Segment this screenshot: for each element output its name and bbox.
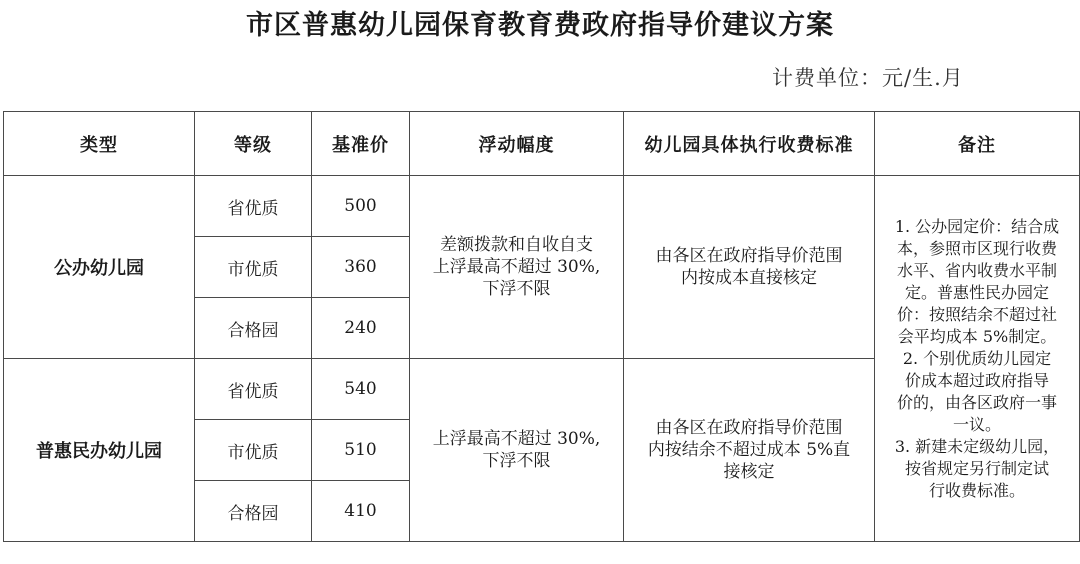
header-row <box>4 112 1080 176</box>
note-line: 本，参照市区现行收费 <box>896 238 1057 258</box>
note-line: 价：按照结余不超过社 <box>896 304 1057 324</box>
header-float-range: 浮动幅度 <box>410 112 624 176</box>
header-base-price: 基准价 <box>312 112 410 176</box>
float-range-cell-private <box>410 359 624 542</box>
header-execution-standard: 幼儿园具体执行收费标准 <box>624 112 875 176</box>
standard-line: 由各区在政府指导价范围 <box>655 418 843 438</box>
note-line: 1. 公办园定价：结合成 <box>894 216 1060 236</box>
float-line: 下浮不限 <box>482 451 551 471</box>
type-cell-public: 公办幼儿园 <box>4 176 195 359</box>
standard-line: 内按结余不超过成本 5%直 <box>647 440 851 460</box>
standard-cell-public <box>624 176 875 359</box>
standard-line: 内按成本直接核定 <box>681 268 817 288</box>
fee-table <box>3 111 1080 542</box>
price-cell: 500 <box>312 176 410 237</box>
price-cell: 360 <box>312 237 410 298</box>
float-line: 上浮最高不超过 30%, <box>432 429 601 449</box>
standard-line: 接核定 <box>723 462 775 482</box>
level-cell: 合格园 <box>195 481 312 542</box>
type-cell-private: 普惠民办幼儿园 <box>4 359 195 542</box>
note-line: 水平、省内收费水平制 <box>896 260 1057 280</box>
table-row <box>4 176 1080 237</box>
header-remarks: 备注 <box>875 112 1080 176</box>
price-cell: 240 <box>312 298 410 359</box>
note-line: 价的，由各区政府一事 <box>896 392 1057 412</box>
float-range-cell-public <box>410 176 624 359</box>
price-cell: 540 <box>312 359 410 420</box>
note-line: 2. 个别优质幼儿园定 <box>902 348 1052 368</box>
standard-line: 由各区在政府指导价范围 <box>655 246 843 266</box>
note-line: 价成本超过政府指导 <box>904 370 1049 390</box>
level-cell: 市优质 <box>195 420 312 481</box>
note-line: 会平均成本 5%制定。 <box>897 326 1057 346</box>
float-line: 上浮最高不超过 30%, <box>432 257 601 277</box>
float-line: 下浮不限 <box>482 279 551 299</box>
header-type: 类型 <box>4 112 195 176</box>
note-line: 定。普惠性民办园定 <box>904 282 1049 302</box>
document-title: 市区普惠幼儿园保育教育费政府指导价建议方案 <box>246 10 834 41</box>
float-line: 差额拨款和自收自支 <box>440 235 593 255</box>
note-line: 行收费标准。 <box>928 480 1025 500</box>
billing-unit: 计费单位：元/生.月 <box>772 66 964 90</box>
level-cell: 省优质 <box>195 359 312 420</box>
remarks-cell <box>875 176 1080 542</box>
note-line: 按省规定另行制定试 <box>904 458 1049 478</box>
standard-cell-private <box>624 359 875 542</box>
price-cell: 510 <box>312 420 410 481</box>
note-line: 3. 新建未定级幼儿园， <box>894 436 1060 456</box>
level-cell: 合格园 <box>195 298 312 359</box>
price-cell: 410 <box>312 481 410 542</box>
level-cell: 省优质 <box>195 176 312 237</box>
header-level: 等级 <box>195 112 312 176</box>
note-line: 一议。 <box>952 414 1001 434</box>
level-cell: 市优质 <box>195 237 312 298</box>
